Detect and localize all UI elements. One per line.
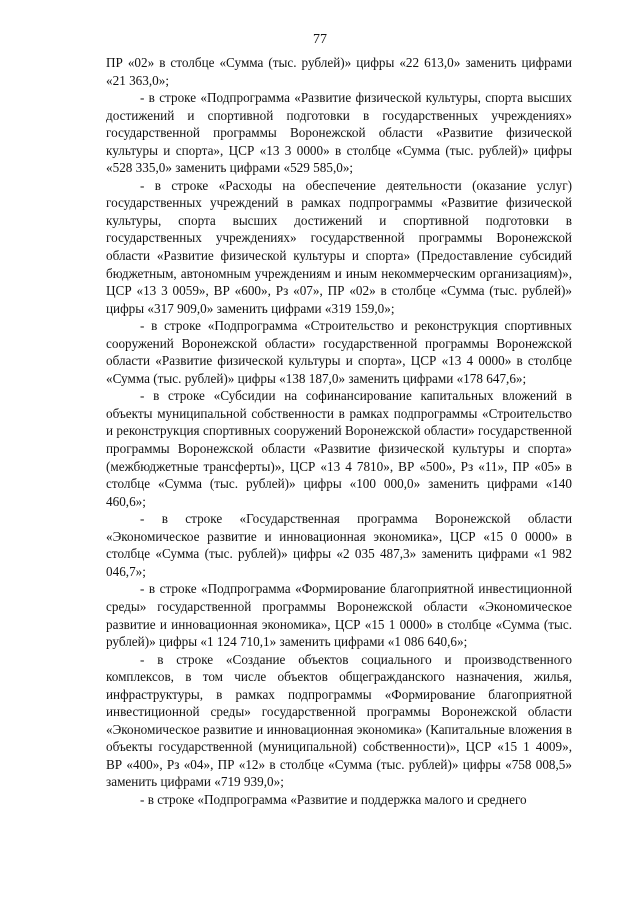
- paragraph-item: - в строке «Субсидии на софинансирование капитальных вложений в объекты муниципальной собственности в рамках подпрограммы «Строительство и реконструкция спортивных сооружений Воронежской области» государственной программы Воронежской области «Развитие физической культуры и спорта» (межбюджетные трансферты)», ЦСР «13 4 7810», ВР «500», Рз «11», ПР «05» в столбце «Сумма (тыс. рублей)» цифры «100 000,0» заменить цифрами «140 460,6»;: [106, 388, 572, 509]
- document-body: [106, 54, 572, 809]
- paragraph-item: - в строке «Государственная программа Воронежской области «Экономическое развитие и инновационная экономика», ЦСР «15 0 0000» в столбце «Сумма (тыс. рублей)» цифры «2 035 487,3» заменить цифрами «1 982 046,7»;: [106, 511, 572, 579]
- paragraph-continuation: ПР «02» в столбце «Сумма (тыс. рублей)» цифры «22 613,0» заменить цифрами «21 363,0»;: [106, 55, 572, 88]
- paragraph-item: - в строке «Подпрограмма «Строительство и реконструкция спортивных сооружений Воронежской области» государственной программы Воронежской области «Развитие физической культуры и спорта», ЦСР «13 4 0000» в столбце «Сумма (тыс. рублей)» цифры «138 187,0» заменить цифрами «178 647,6»;: [106, 318, 572, 386]
- page-number: 77: [313, 32, 327, 47]
- paragraph-item: - в строке «Создание объектов социального и производственного комплексов, в том числе объектов общегражданского назначения, жилья, инфраструктуры, в рамках подпрограммы «Формирование благоприятной инвестиционной среды» государственной программы Воронежской области «Экономическое развитие и инновационная экономика» (Капитальные вложения в объекты государственной (муниципальной) собственности)», ЦСР «15 1 4009», ВР «400», Рз «04», ПР «12» в столбце «Сумма (тыс. рублей)» цифры «758 008,5» заменить цифрами «719 939,0»;: [106, 651, 572, 790]
- paragraph-item: - в строке «Подпрограмма «Развитие физической культуры, спорта высших достижений и спортивной подготовки в государственных учреждениях» государственной программы Воронежской области «Развитие физической культуры и спорта», ЦСР «13 3 0000» в столбце «Сумма (тыс. рублей)» цифры «528 335,0» заменить цифрами «529 585,0»;: [106, 90, 572, 176]
- paragraph-item: - в строке «Подпрограмма «Формирование благоприятной инвестиционной среды» государственной программы Воронежской области «Экономическое развитие и инновационная экономика», ЦСР «15 1 0000» в столбце «Сумма (тыс. рублей)» цифры «1 124 710,1» заменить цифрами «1 086 640,6»;: [106, 581, 572, 650]
- paragraph-item: - в строке «Расходы на обеспечение деятельности (оказание услуг) государственных учреждений в рамках подпрограммы «Развитие физической культуры, спорта высших достижений и спортивной подготовки в государственных учреждениях» государственной программы Воронежской области «Развитие физической культуры и спорта» (Предоставление субсидий бюджетным, автономным учреждениям и иным некоммерческим организациям)», ЦСР «13 3 0059», ВР «600», Рз «07», ПР «02» в столбце «Сумма (тыс. рублей)» цифры «317 909,0» заменить цифрами «319 159,0»;: [106, 177, 572, 316]
- paragraph-item: - в строке «Подпрограмма «Развитие и поддержка малого и среднего: [140, 791, 527, 807]
